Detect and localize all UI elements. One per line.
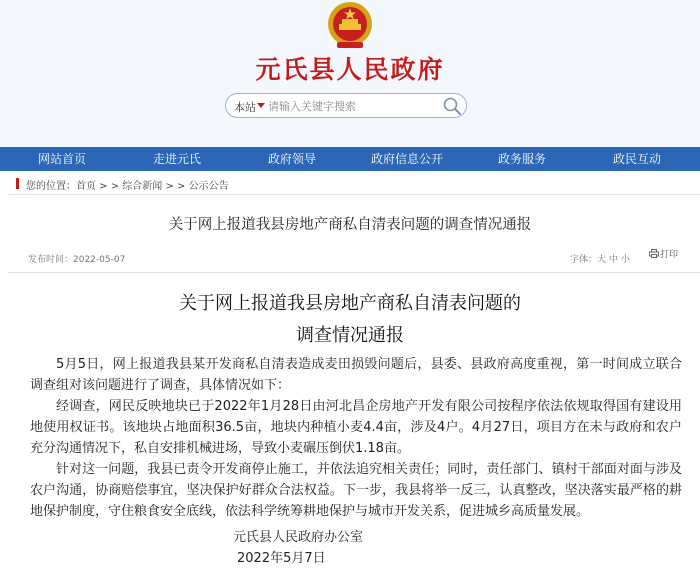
breadcrumb-link-notices[interactable]: 公示公告: [188, 181, 229, 192]
breadcrumb-text: [26, 177, 229, 192]
article-meta: [8, 243, 700, 273]
breadcrumb: [8, 173, 700, 195]
font-medium-button[interactable]: 中: [608, 255, 618, 265]
font-large-button[interactable]: 大: [597, 255, 607, 265]
search-scope-select[interactable]: 本站: [234, 101, 256, 114]
signature-org: 元氏县人民政府办公室: [233, 530, 364, 545]
article-title: 关于网上报道我县房地产商私自清表问题的调查情况通报: [168, 217, 532, 233]
body-title-line-1: 关于网上报道我县房地产商私自清表问题的: [179, 293, 521, 314]
search-icon[interactable]: [442, 96, 462, 116]
search-input[interactable]: [268, 98, 428, 114]
national-emblem-icon: [322, 0, 378, 50]
print-icon: [649, 249, 659, 258]
breadcrumb-marker: [16, 178, 19, 189]
breadcrumb-separator: > >: [96, 181, 123, 192]
site-title[interactable]: 元氏县人民政府: [255, 55, 445, 84]
breadcrumb-prefix: 您的位置：: [26, 181, 76, 192]
nav-item-about[interactable]: 走进元氏: [152, 152, 201, 166]
font-size-label: 字体：: [570, 255, 598, 265]
body-title-line-2: 调查情况通报: [296, 325, 404, 346]
font-size-control: [570, 252, 630, 265]
site-header: [0, 0, 700, 147]
breadcrumb-link-news[interactable]: 综合新闻: [122, 181, 163, 192]
nav-item-services[interactable]: 政务服务: [497, 152, 546, 166]
breadcrumb-link-home[interactable]: 首页: [76, 181, 96, 192]
font-small-button[interactable]: 小: [620, 255, 630, 265]
search-box: [225, 93, 467, 118]
print-button[interactable]: [649, 247, 678, 260]
paragraph-3: 针对这一问题，我县已责令开发商停止施工，并依法追究相关责任；同时，责任部门、镇村干部面对面与涉及农户沟通，协商赔偿事宜，坚决保护好群众合法权益。下一步，我县将举一反三，认真整改，坚决落实最严格的耕地保护制度，守住粮食安全底线，依法科学统筹耕地保护与城市开发关系，促进城乡高质量发展。: [30, 462, 682, 519]
print-label: 打印: [660, 250, 679, 260]
nav-item-interaction[interactable]: 政民互动: [612, 152, 661, 166]
breadcrumb-separator: > >: [162, 181, 189, 192]
signature-date: 2022年5月7日: [237, 551, 326, 566]
nav-item-home[interactable]: 网站首页: [37, 152, 86, 166]
nav-item-leaders[interactable]: 政府领导: [267, 152, 316, 166]
publish-date: 发布时间：2022-05-07: [28, 255, 126, 265]
caret-down-icon[interactable]: [257, 103, 265, 108]
paragraph-2: 经调查，网民反映地块已于2022年1月28日由河北昌企房地产开发有限公司按程序依法依规取得国有建设用地使用权证书。该地块占地面积36.5亩，地块内种植小麦4.4亩，涉及4户。4月27日，项目方在未与政府和农户充分沟通情况下，私自安排机械进场，导致小麦碾压倒伏1.18亩。: [30, 399, 682, 456]
main-nav: [0, 147, 700, 171]
nav-item-info-disclosure[interactable]: 政府信息公开: [370, 152, 443, 166]
paragraph-1: 5月5日，网上报道我县某开发商私自清表造成麦田损毁问题后，县委、县政府高度重视，第一时间成立联合调查组对该问题进行了调查，具体情况如下：: [30, 357, 682, 393]
